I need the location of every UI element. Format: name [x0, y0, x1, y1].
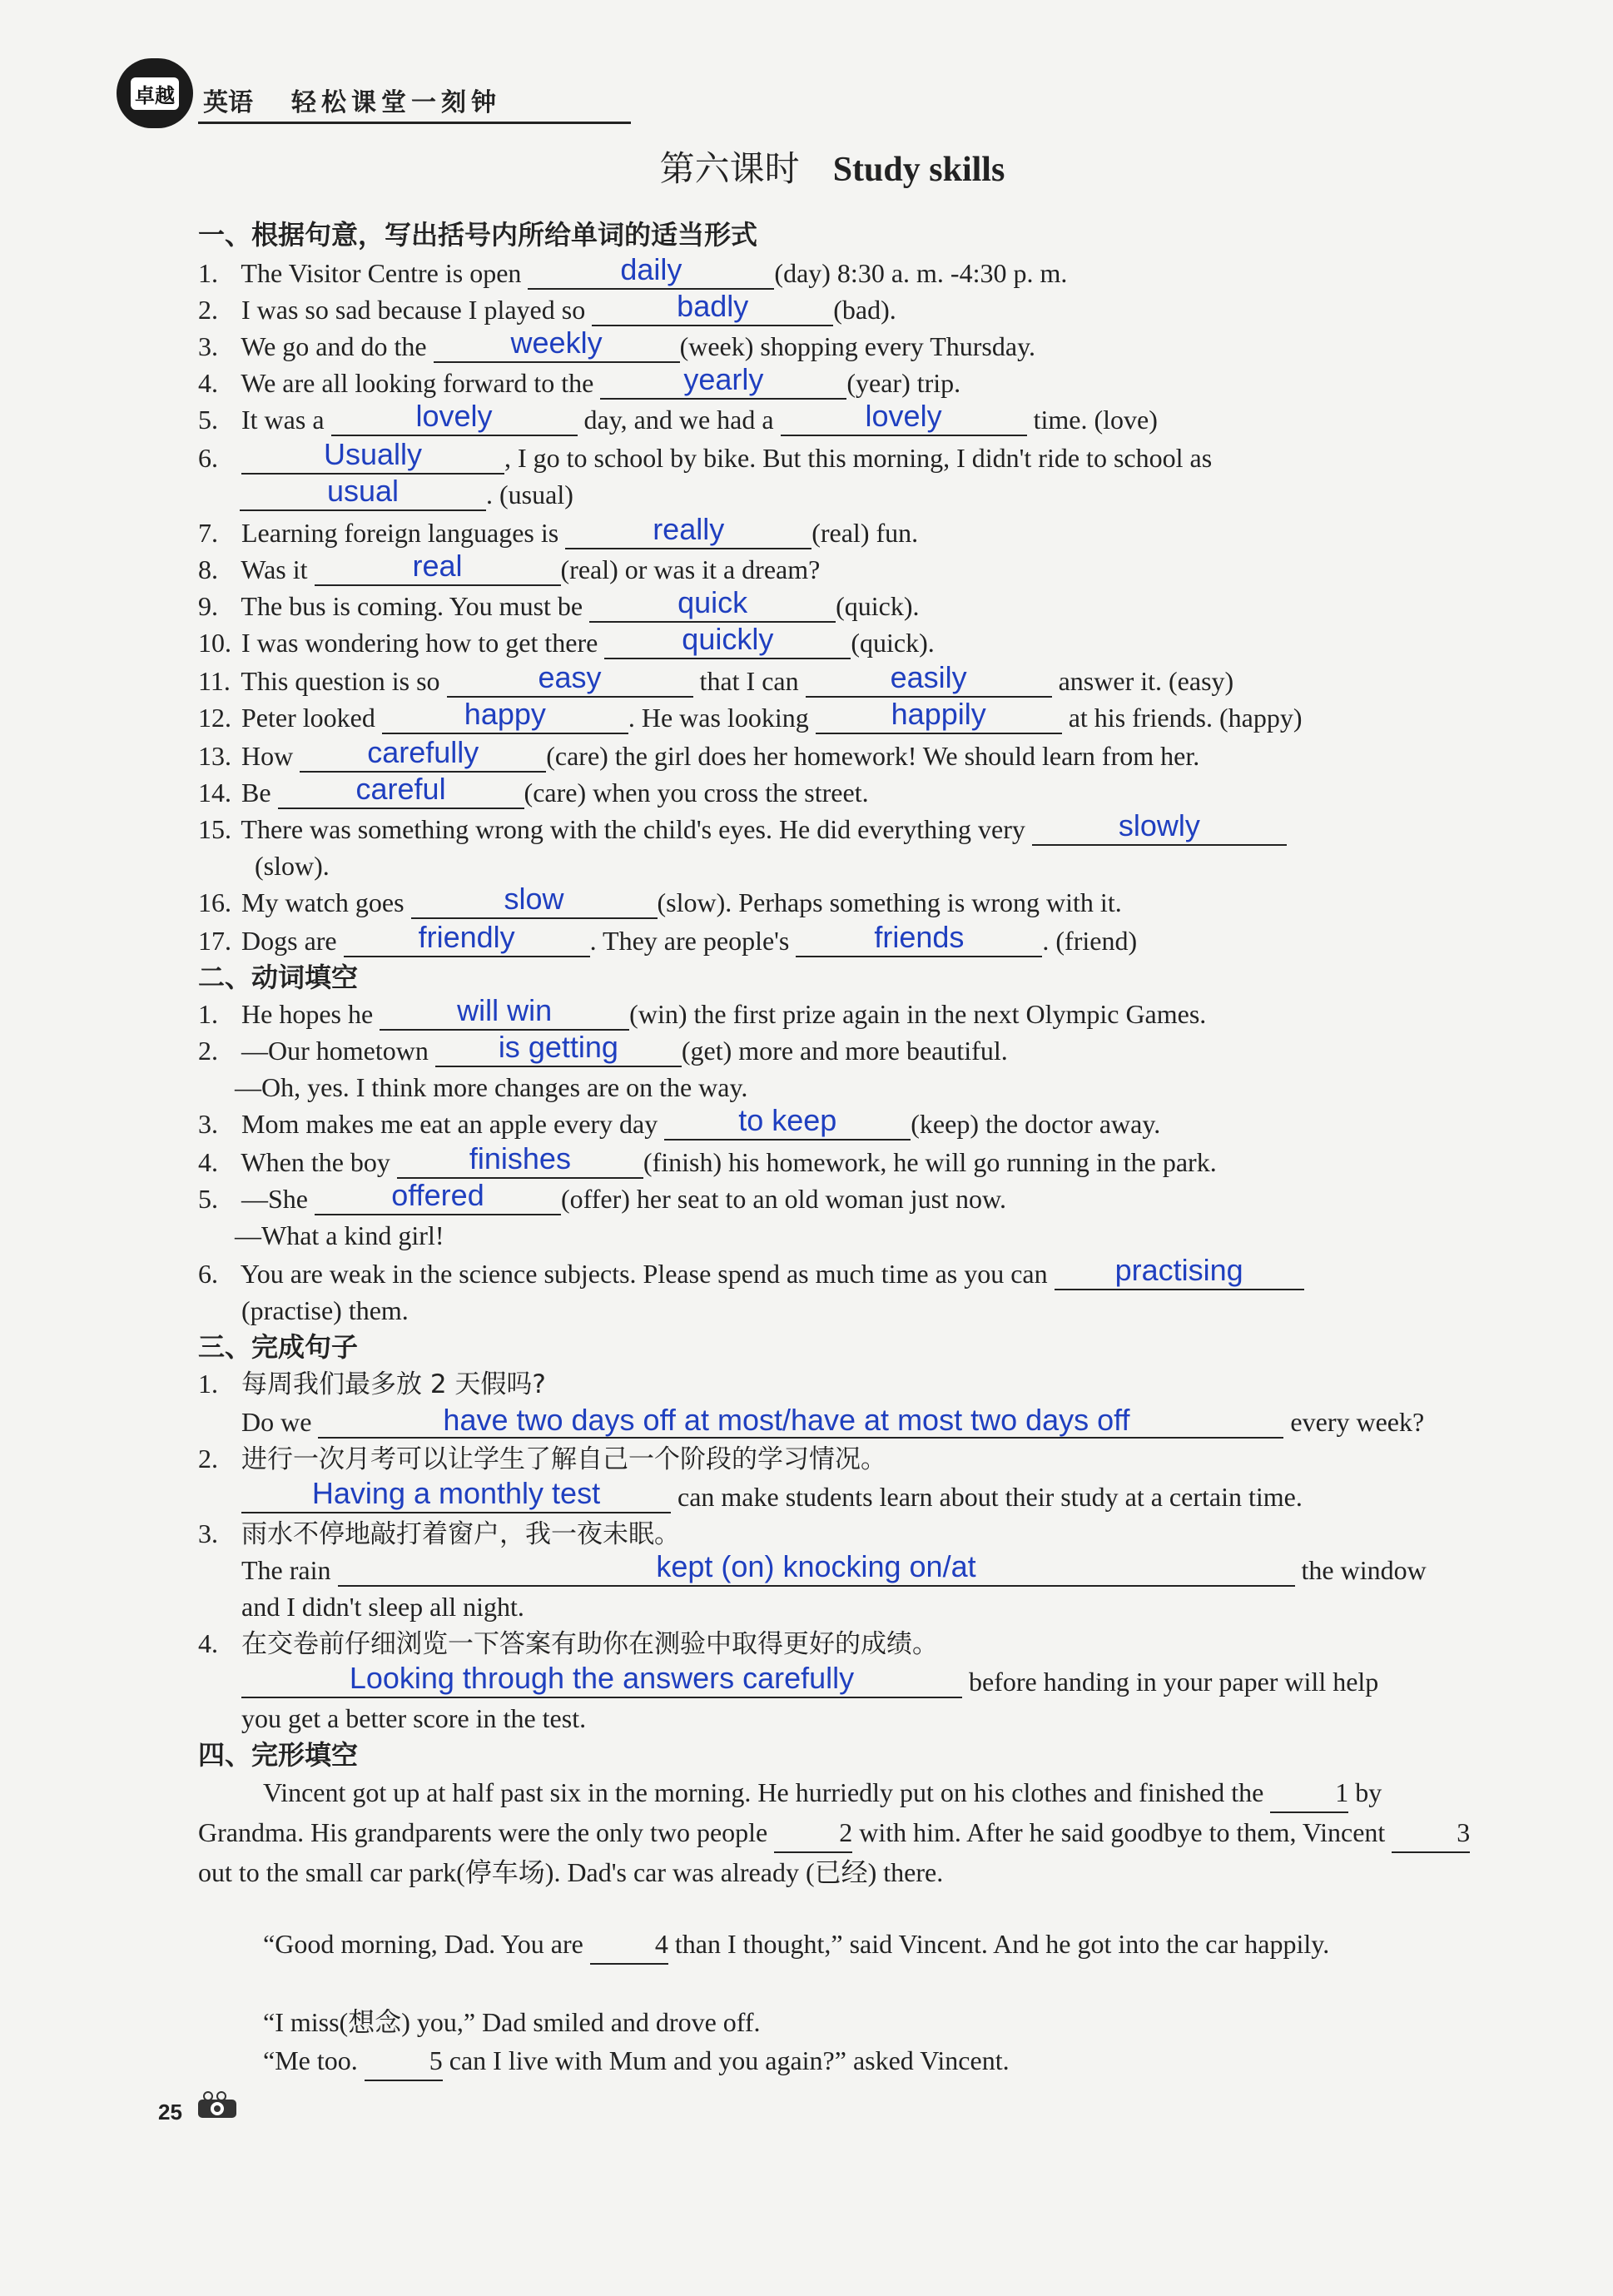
section3-heading: 三、完成句子 — [198, 1331, 359, 1363]
item-text: Do we — [241, 1407, 312, 1437]
s3-item-1-en — [241, 1405, 1424, 1439]
s1-item-12 — [198, 697, 1303, 734]
passage-text: “I miss(想念) you,” Dad smiled and drove off. — [263, 2007, 761, 2037]
answer-blank[interactable]: easy — [447, 664, 693, 698]
item-text: (slow). Perhaps something is wrong with it. — [657, 887, 1122, 917]
answer-blank[interactable]: slow — [411, 886, 658, 919]
item-text: You are weak in the science subjects. Please spend as much time as you can — [240, 1259, 1048, 1289]
answer-blank[interactable]: friendly — [344, 924, 590, 957]
item-text: I was so sad because I played so — [241, 295, 586, 325]
item-number: 8. — [198, 554, 218, 584]
item-number: 6. — [198, 443, 218, 473]
s1-item-17 — [198, 920, 1138, 957]
item-text: —Oh, yes. I think more changes are on the way. — [235, 1072, 748, 1102]
s1-item-11 — [198, 660, 1234, 698]
cloze-paragraph-4 — [198, 2041, 1480, 2081]
s1-item-4 — [198, 362, 961, 400]
answer-blank[interactable]: Usually — [241, 441, 504, 475]
s1-item-3 — [198, 326, 1035, 363]
item-prompt-cn: 每周我们最多放 2 天假吗? — [241, 1369, 546, 1399]
item-text: that I can — [699, 666, 799, 696]
page-number: 25 — [158, 2100, 182, 2125]
passage-text: Vincent got up at half past six in the morning. He hurriedly put on his clothes and finished the — [263, 1777, 1264, 1807]
s2-item-3 — [198, 1103, 1161, 1141]
answer-blank[interactable]: usual — [240, 478, 486, 511]
item-text: (quick). — [836, 591, 920, 621]
s1-item-7 — [198, 512, 919, 549]
item-text: There was something wrong with the child's eyes. He did everything very — [241, 814, 1025, 844]
item-text: How — [241, 741, 294, 771]
answer-blank[interactable]: really — [565, 516, 811, 549]
section2-heading: 二、动词填空 — [198, 962, 359, 993]
item-text: (bad). — [833, 295, 896, 325]
title-en: Study skills — [832, 151, 1005, 189]
answer-blank[interactable]: Having a monthly test — [241, 1480, 671, 1513]
s2-item-2 — [198, 1030, 1008, 1067]
item-text: Dogs are — [241, 926, 337, 956]
s3-item-1-cn — [198, 1367, 546, 1401]
s3-item-4-cn — [198, 1627, 938, 1661]
cloze-gap[interactable]: 3 — [1392, 1813, 1470, 1853]
answer-blank[interactable]: badly — [592, 293, 833, 326]
s3-item-3-en-b — [241, 1590, 524, 1623]
item-text: Was it — [241, 554, 308, 584]
item-number: 3. — [198, 1518, 218, 1548]
item-text: (keep) the doctor away. — [911, 1109, 1161, 1139]
item-text: , I go to school by bike. But this morning, I didn't ride to school as — [504, 443, 1213, 473]
item-number: 6. — [198, 1259, 218, 1289]
item-text: We are all looking forward to the — [241, 368, 594, 398]
item-text: . (friend) — [1042, 926, 1138, 956]
item-text: He hopes he — [241, 999, 374, 1029]
item-prompt-cn: 雨水不停地敲打着窗户，我一夜未眠。 — [241, 1519, 680, 1549]
item-text: (finish) his homework, he will go running in the park. — [643, 1147, 1217, 1177]
answer-blank[interactable]: is getting — [435, 1034, 682, 1067]
page-header — [117, 58, 516, 117]
s2-item-5b — [235, 1219, 444, 1252]
item-text: . (usual) — [486, 480, 573, 509]
item-text: (care) when you cross the street. — [524, 778, 869, 808]
answer-blank[interactable]: finishes — [397, 1146, 643, 1179]
passage-text: “Me too. — [263, 2045, 358, 2075]
section4-heading: 四、完形填空 — [198, 1739, 359, 1771]
item-text: (slow). — [255, 851, 330, 881]
answer-blank[interactable]: have two days off at most/have at most two days off — [318, 1407, 1283, 1439]
item-number: 2. — [198, 1444, 218, 1474]
item-text: We go and do the — [241, 331, 427, 361]
cloze-gap[interactable]: 5 — [365, 2041, 443, 2081]
item-text: —Our hometown — [241, 1036, 429, 1066]
item-text: (day) 8:30 a. m. -4:30 p. m. — [774, 258, 1068, 288]
s1-item-6 — [198, 437, 1213, 475]
passage-text: out to the small car park(停车场). Dad's car was already (已经) there. — [198, 1857, 944, 1887]
item-number: 13. — [198, 741, 231, 771]
item-text: (week) shopping every Thursday. — [679, 331, 1035, 361]
item-text: (care) the girl does her homework! We should learn from her. — [546, 741, 1200, 771]
item-text: you get a better score in the test. — [241, 1703, 587, 1733]
logo-text: 卓越 — [131, 77, 179, 110]
item-text: answer it. (easy) — [1058, 666, 1234, 696]
s1-item-2 — [198, 289, 896, 326]
s3-item-2-cn — [198, 1442, 886, 1476]
item-text: . He was looking — [628, 703, 809, 733]
answer-blank[interactable]: carefully — [300, 739, 546, 773]
s2-item-6b — [241, 1294, 409, 1327]
item-number: 4. — [198, 1147, 218, 1177]
header-rule — [198, 122, 631, 124]
item-number: 1. — [198, 999, 218, 1029]
item-number: 5. — [198, 1184, 218, 1214]
item-text: Peter looked — [241, 703, 375, 733]
item-text: the window — [1301, 1555, 1427, 1585]
item-text: time. (love) — [1033, 405, 1158, 435]
item-text: (real) fun. — [811, 518, 919, 548]
s1-item-6b — [240, 474, 573, 511]
answer-blank[interactable]: lovely — [331, 403, 578, 436]
s3-item-3-en — [241, 1549, 1427, 1587]
section1-heading: 一、根据句意，写出括号内所给单词的适当形式 — [198, 219, 758, 251]
passage-text: than I thought,” said Vincent. And he got into the car happily. — [674, 1929, 1330, 1959]
answer-blank[interactable]: will win — [380, 997, 629, 1031]
s2-item-1 — [198, 993, 1207, 1031]
s2-item-6 — [198, 1253, 1304, 1290]
item-text: . They are people's — [589, 926, 790, 956]
answer-blank[interactable]: offered — [315, 1182, 561, 1215]
s1-item-5 — [198, 399, 1158, 436]
item-text: day, and we had a — [583, 405, 774, 435]
s1-item-15 — [198, 808, 1287, 846]
answer-blank[interactable]: Looking through the answers carefully — [241, 1665, 962, 1698]
s1-item-13 — [198, 735, 1200, 773]
item-number: 10. — [198, 628, 231, 658]
s2-item-2b — [235, 1071, 747, 1104]
item-number: 17. — [198, 926, 231, 956]
item-number: 1. — [198, 1369, 218, 1399]
item-number: 14. — [198, 778, 231, 808]
page-title — [0, 142, 1613, 191]
item-number: 2. — [198, 1036, 218, 1066]
item-number: 3. — [198, 1109, 218, 1139]
item-prompt-cn: 进行一次月考可以让学生了解自己一个阶段的学习情况。 — [241, 1444, 886, 1474]
item-number: 5. — [198, 405, 218, 435]
s3-item-3-cn — [198, 1517, 680, 1551]
s3-item-4-en-b — [241, 1702, 586, 1735]
item-text: (get) more and more beautiful. — [681, 1036, 1008, 1066]
answer-blank[interactable]: happy — [382, 701, 628, 734]
answer-blank[interactable]: lovely — [781, 403, 1027, 436]
passage-text: by Grandma. His grandparents were the only two people — [198, 1777, 1382, 1847]
cloze-paragraph-3 — [198, 2003, 1480, 2041]
item-number: 9. — [198, 591, 218, 621]
item-text: The Visitor Centre is open — [241, 258, 522, 288]
answer-blank[interactable]: happily — [816, 701, 1062, 734]
cloze-gap[interactable]: 4 — [590, 1925, 668, 1965]
item-text: It was a — [241, 405, 325, 435]
item-text: (quick). — [851, 628, 935, 658]
answer-blank[interactable]: real — [315, 553, 561, 586]
title-cn: 第六课时 — [659, 148, 800, 189]
passage-text: “Good morning, Dad. You are — [263, 1929, 583, 1959]
item-number: 15. — [198, 814, 231, 844]
cloze-paragraph-2 — [198, 1925, 1480, 1965]
item-text: Learning foreign languages is — [241, 518, 559, 548]
item-text: I was wondering how to get there — [241, 628, 598, 658]
passage-text: with him. After he said goodbye to them, Vincent — [859, 1817, 1386, 1847]
cloze-paragraph-1 — [198, 1773, 1480, 1891]
item-number: 16. — [198, 887, 231, 917]
item-text: every week? — [1290, 1407, 1425, 1437]
item-text: (win) the first prize again in the next Olympic Games. — [629, 999, 1207, 1029]
item-prompt-cn: 在交卷前仔细浏览一下答案有助你在测验中取得更好的成绩。 — [241, 1629, 938, 1659]
s2-item-4 — [198, 1141, 1217, 1179]
s1-item-16 — [198, 882, 1122, 919]
item-text: —What a kind girl! — [235, 1220, 444, 1250]
item-number: 4. — [198, 368, 218, 398]
item-text: (offer) her seat to an old woman just now. — [561, 1184, 1006, 1214]
header-series: 轻松课堂一刻钟 — [291, 88, 501, 117]
cloze-gap[interactable]: 1 — [1270, 1773, 1348, 1813]
s1-item-15b — [255, 849, 330, 882]
item-text: Be — [241, 778, 271, 808]
item-text: The bus is coming. You must be — [241, 591, 583, 621]
answer-blank[interactable]: careful — [278, 776, 524, 809]
header-subject: 英语 — [203, 88, 253, 117]
item-text: My watch goes — [241, 887, 404, 917]
publisher-logo — [117, 58, 193, 128]
answer-blank[interactable]: friends — [796, 924, 1042, 957]
answer-blank[interactable]: quick — [589, 589, 836, 623]
answer-blank[interactable]: practising — [1055, 1257, 1304, 1290]
item-text: The rain — [241, 1555, 331, 1585]
item-number: 2. — [198, 295, 218, 325]
item-text: at his friends. (happy) — [1068, 703, 1303, 733]
answer-blank[interactable]: yearly — [600, 366, 846, 400]
answer-blank[interactable]: slowly — [1032, 813, 1287, 846]
item-text: (practise) them. — [241, 1295, 409, 1325]
answer-blank[interactable]: quickly — [604, 626, 851, 659]
item-number: 1. — [198, 258, 218, 288]
item-text: When the boy — [241, 1147, 390, 1177]
answer-blank[interactable]: weekly — [434, 330, 680, 363]
item-number: 11. — [198, 666, 231, 696]
passage-text: can I live with Mum and you again?” asked Vincent. — [449, 2045, 1010, 2075]
item-number: 7. — [198, 518, 218, 548]
s3-item-4-en — [241, 1661, 1379, 1698]
item-text: (year) trip. — [846, 368, 961, 398]
answer-blank[interactable]: kept (on) knocking on/at — [338, 1553, 1295, 1587]
camera-icon — [196, 2091, 238, 2120]
item-text: —She — [241, 1184, 308, 1214]
answer-blank[interactable]: to keep — [664, 1107, 911, 1141]
item-number: 3. — [198, 331, 218, 361]
s3-item-2-en — [241, 1476, 1303, 1513]
cloze-gap[interactable]: 2 — [774, 1813, 852, 1853]
item-number: 4. — [198, 1628, 218, 1658]
s1-item-9 — [198, 585, 920, 623]
item-text: This question is so — [241, 666, 440, 696]
item-text: (real) or was it a dream? — [560, 554, 821, 584]
s1-item-10 — [198, 622, 935, 659]
s1-item-8 — [198, 549, 821, 586]
item-text: before handing in your paper will help — [969, 1667, 1379, 1697]
item-text: and I didn't sleep all night. — [241, 1592, 524, 1622]
answer-blank[interactable]: easily — [806, 664, 1052, 698]
item-number: 12. — [198, 703, 231, 733]
item-text: Mom makes me eat an apple every day — [241, 1109, 658, 1139]
item-text: can make students learn about their study at a certain time. — [677, 1482, 1303, 1512]
s1-item-1 — [198, 252, 1068, 290]
answer-blank[interactable]: daily — [528, 256, 774, 290]
s1-item-14 — [198, 772, 869, 809]
s2-item-5 — [198, 1178, 1006, 1215]
